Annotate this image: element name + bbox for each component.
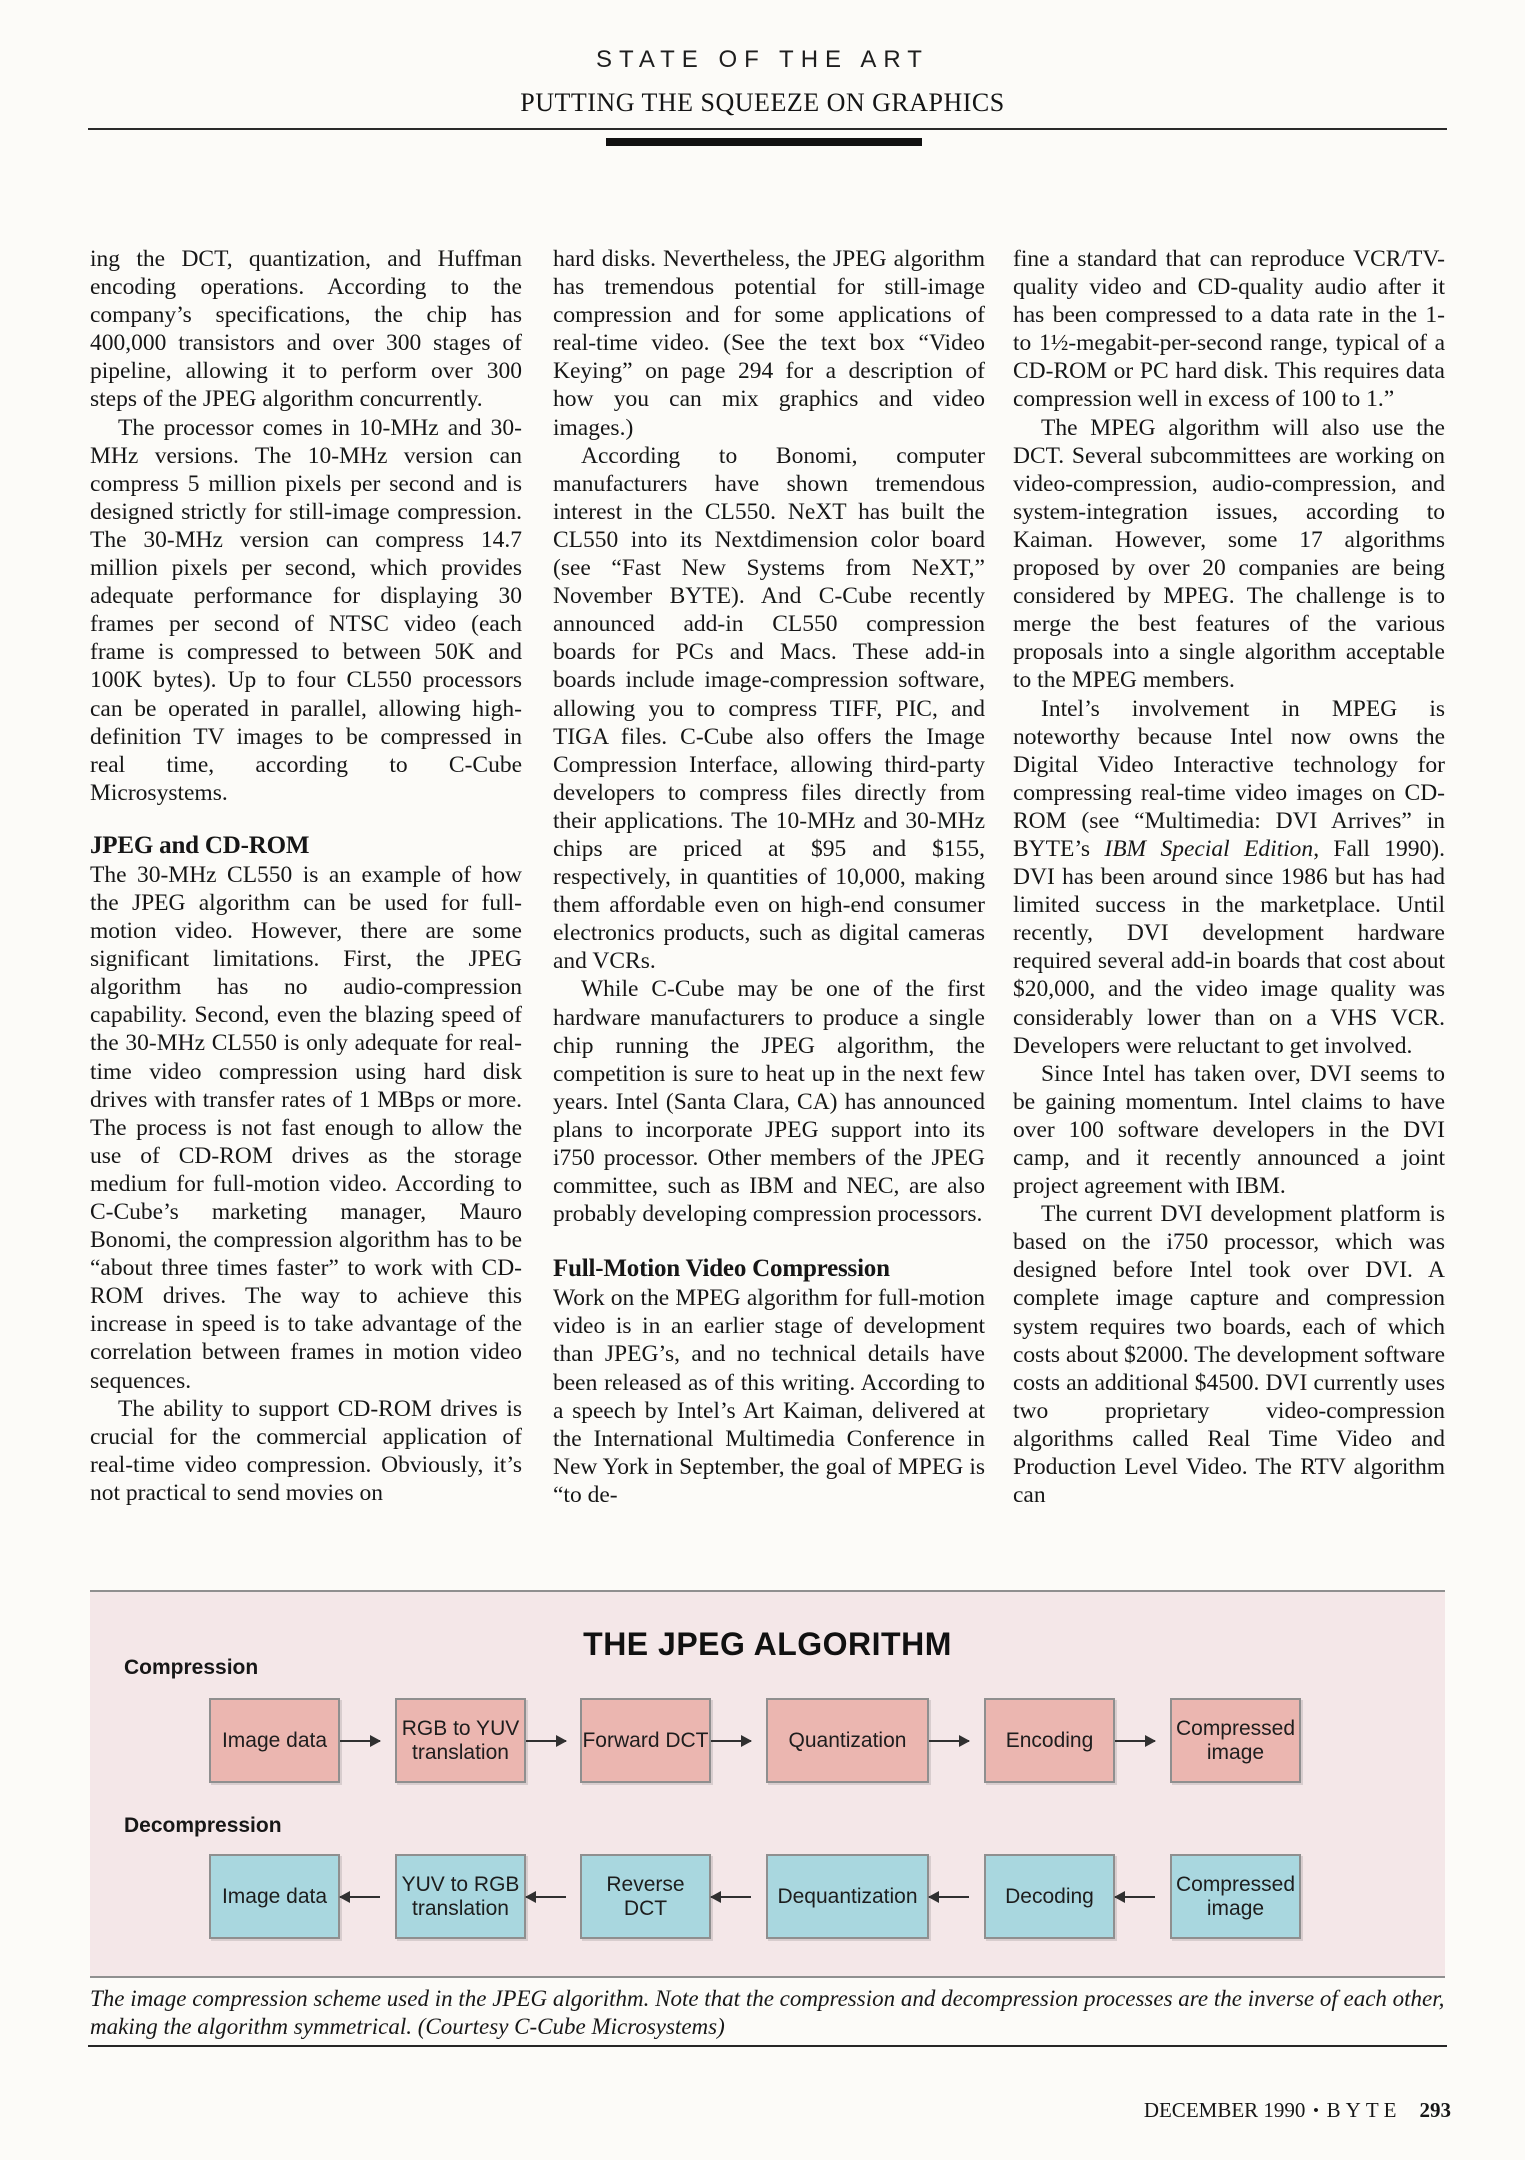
figure-title: THE JPEG ALGORITHM (583, 1626, 952, 1662)
paragraph: hard disks. Nevertheless, the JPEG algorithm has tremendous potential for still-image compression and for some applications of real-time video. (See the text box “Video Keying” on page 294 for a description of how you can mix graphics and video images.) (553, 246, 985, 441)
compression-image-data-box: Image data (209, 1698, 340, 1783)
paragraph: ing the DCT, quantization, and Huffman encoding operations. According to the company’s specifications, the chip has 400,000 transistors and over 300 stages of pipeline, allowing it to perform over 300 steps of the JPEG algorithm concurrently. (90, 246, 522, 413)
paragraph: According to Bonomi, computer manufacturers have shown tremendous interest in the CL550. NeXT has built the CL550 into its Nextdimension color board (see “Fast New Systems from NeXT,” November BYTE). And C-Cube recently announced add-in CL550 compression boards for PCs and Macs. These add-in boards include image-compression software, allowing you to compress TIFF, PIC, and TIGA files. C-Cube also offers the Image Compression Interface, allowing third-party developers to compress files directly from their applications. The 10-MHz and 30-MHz chips are priced at $95 and $155, respectively, in quantities of 10,000, making them affordable even on high-end consumer electronics products, such as digital cameras and VCRs. (553, 442, 985, 975)
quantization-box: Quantization (766, 1698, 929, 1783)
decoding-box: Decoding (984, 1854, 1115, 1939)
caption-rule (88, 2045, 1447, 2047)
compression-flow-arrow (1115, 1740, 1155, 1742)
paragraph: While C-Cube may be one of the first hardware manufacturers to produce a single chip running the JPEG algorithm, the competition is sure to heat up in the next few years. Intel (Santa Clara, CA) has announced plans to incorporate JPEG support into its i750 processor. Other members of the JPEG committee, such as IBM and NEC, are also probably developing compression processors. (553, 976, 985, 1228)
compression-flow-arrow (711, 1740, 751, 1742)
dequantization-box: Dequantization (766, 1854, 929, 1939)
paragraph: The 30-MHz CL550 is an example of how the JPEG algorithm can be used for full-motion video. However, there are some significant limitations. First, the JPEG algorithm has no audio-compression capability. Second, even the blazing speed of the 30-MHz CL550 is only adequate for real-time video compression using hard disk drives with transfer rates of 1 MBps or more. The process is not fast enough to allow the use of CD-ROM drives as the storage medium for full-motion video. According to C-Cube’s marketing manager, Mauro Bonomi, the compression algorithm has to be “about three times faster” to work with CD-ROM drives. The way to achieve this increase in speed is to take advantage of the correlation between frames in motion video sequences. (90, 861, 522, 1394)
paragraph-text: , Fall 1990). DVI has been around since 1986 but has had limited success in the marketplace. Until recently, DVI development hardware required several add-in boards that cost about $20,000, and the video image quality was considerably lower than on a VHS VCR. Developers were reluctant to get involved. (1013, 835, 1445, 1059)
publication-title: IBM Special Edition (1104, 835, 1314, 862)
paragraph (1013, 695, 1445, 1060)
compression-flow-arrow (929, 1740, 969, 1742)
decompression-image-data-box: Image data (209, 1854, 340, 1939)
paragraph: The MPEG algorithm will also use the DCT. Several subcommittees are working on video-compression, audio-compression, and system-integration issues, according to Kaiman. However, some 17 algorithms proposed by over 20 companies are being considered by MPEG. The challenge is to merge the best features of the various proposals into a single algorithm acceptable to the MPEG members. (1013, 414, 1445, 694)
encoding-box: Encoding (984, 1698, 1115, 1783)
text-column-3 (1013, 245, 1445, 1555)
text-column-2 (553, 245, 985, 1555)
paragraph: fine a standard that can reproduce VCR/TV-quality video and CD-quality audio after it has been compressed to a data rate in the 1- to 1½-megabit-per-second range, typical of a CD-ROM or PC hard disk. This requires data compression well in excess of 100 to 1.” (1013, 246, 1445, 413)
text-column-1 (90, 245, 522, 1555)
compression-flow-arrow (526, 1740, 566, 1742)
bullet-separator: • (1313, 2102, 1319, 2119)
article-body (90, 245, 1445, 1555)
issue-date: DECEMBER 1990 (1143, 2098, 1306, 2122)
article-header (0, 0, 1525, 160)
decompression-flow-arrow (711, 1896, 751, 1898)
decompression-flow-arrow (929, 1896, 969, 1898)
reverse-dct-box: Reverse DCT (580, 1854, 711, 1939)
decompression-flow-arrow (340, 1896, 380, 1898)
page-footer (1144, 2098, 1451, 2123)
section-heading: JPEG and CD-ROM (90, 831, 310, 859)
decompression-flow-arrow (1115, 1896, 1155, 1898)
decompression-label: Decompression (124, 1814, 282, 1837)
decompression-compressed-image-box: Compressed image (1170, 1854, 1301, 1939)
paragraph: Since Intel has taken over, DVI seems to be gaining momentum. Intel claims to have over 100 software developers in the DVI camp, and it recently announced a joint project agreement with IBM. (1013, 1060, 1445, 1200)
compressed-image-box: Compressed image (1170, 1698, 1301, 1783)
magazine-name: BYTE (1326, 2098, 1402, 2122)
header-rule (88, 128, 1447, 130)
article-title: PUTTING THE SQUEEZE ON GRAPHICS (520, 88, 1005, 117)
compression-flow-arrow (340, 1740, 380, 1742)
paragraph-text: Intel’s involvement in MPEG is noteworthy because Intel now owns the Digital Video Interactive technology for compressing real-time video images on CD-ROM (see “Multimedia: DVI Arrives” in BYTE’s (1013, 695, 1445, 862)
jpeg-algorithm-figure (90, 1590, 1445, 1978)
paragraph: The ability to support CD-ROM drives is crucial for the commercial application of real-time video compression. Obviously, it’s not practical to send movies on (90, 1395, 522, 1506)
section-kicker: STATE OF THE ART (596, 46, 929, 73)
decompression-flow-arrow (526, 1896, 566, 1898)
paragraph: The processor comes in 10-MHz and 30-MHz versions. The 10-MHz version can compress 5 million pixels per second and is designed strictly for still-image compression. The 30-MHz version can compress 14.7 million pixels per second, which provides adequate performance for displaying 30 frames per second of NTSC video (each frame is compressed to between 50K and 100K bytes). Up to four CL550 processors can be operated in parallel, allowing high-definition TV images to be compressed in real time, according to C-Cube Microsystems. (90, 414, 522, 806)
paragraph: The current DVI development platform is based on the i750 processor, which was designed before Intel took over DVI. A complete image capture and compression system requires two boards, each of which costs about $2000. The development software costs an additional $4500. DVI currently uses two proprietary video-compression algorithms called Real Time Video and Production Level Video. The RTV algorithm can (1013, 1201, 1445, 1509)
figure-caption: The image compression scheme used in the JPEG algorithm. Note that the compression and decompression processes are the inverse of each other, making the algorithm symmetrical. (Courtesy C-Cube Microsystems) (90, 1986, 1445, 2039)
compression-label: Compression (124, 1656, 259, 1679)
section-heading: Full-Motion Video Compression (553, 1255, 890, 1283)
header-accent-bar (606, 138, 922, 146)
yuv-to-rgb-box: YUV to RGB translation (395, 1854, 526, 1939)
page-number: 293 (1419, 2098, 1451, 2122)
rgb-to-yuv-box: RGB to YUV translation (395, 1698, 526, 1783)
forward-dct-box: Forward DCT (580, 1698, 711, 1783)
paragraph: Work on the MPEG algorithm for full-motion video is in an earlier stage of development than JPEG’s, and no technical details have been released as of this writing. According to a speech by Intel’s Art Kaiman, delivered at the International Multimedia Conference in New York in September, the goal of MPEG is “to de- (553, 1285, 985, 1508)
